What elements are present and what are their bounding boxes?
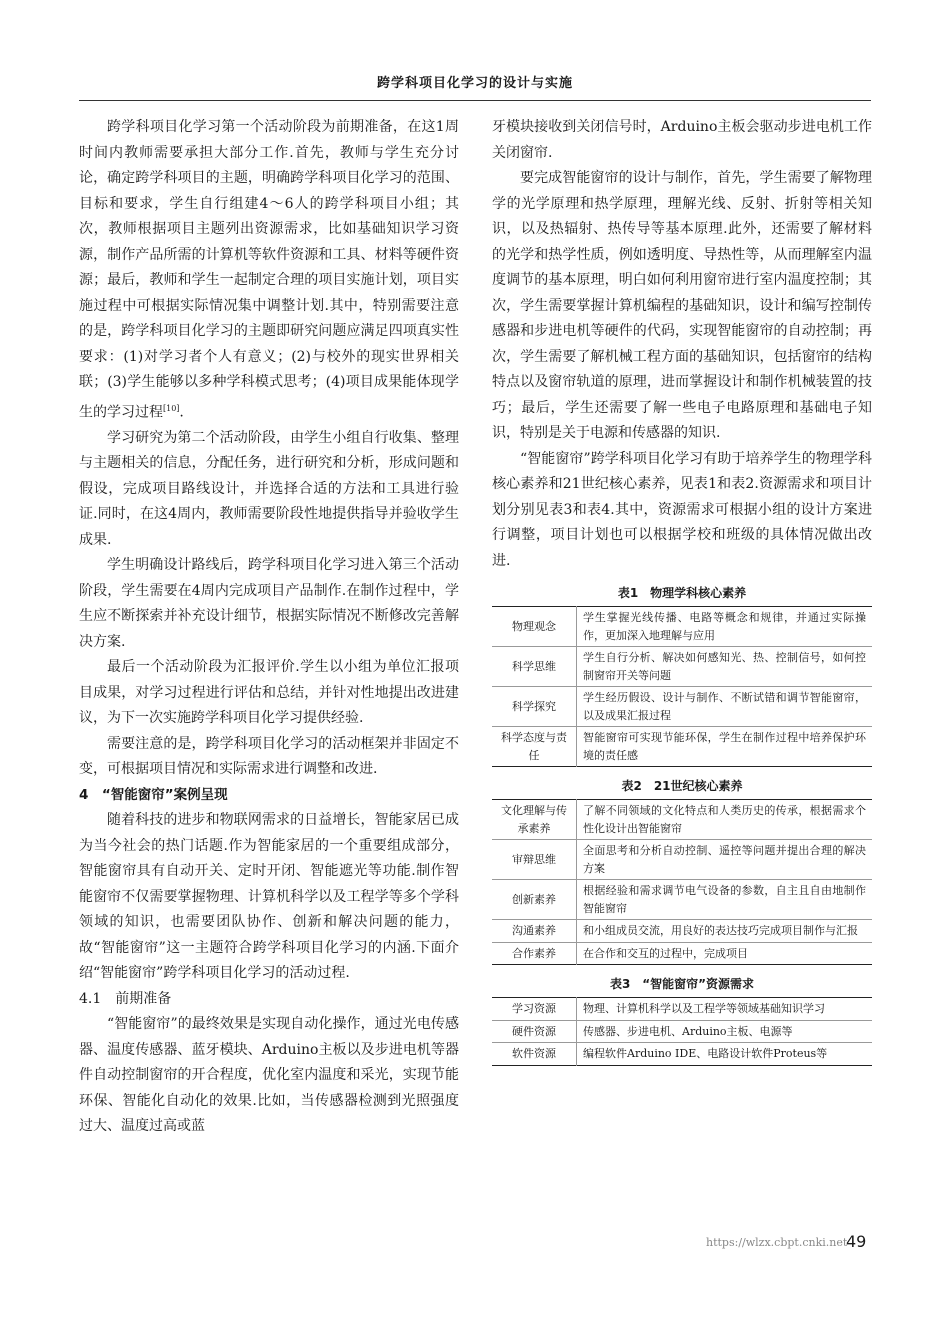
table-key: 硬件资源 (492, 1020, 577, 1043)
table-key: 合作素养 (492, 942, 577, 965)
paragraph: 牙模块接收到关闭信号时，Arduino主板会驱动步进电机工作关闭窗帘. (492, 119, 872, 161)
paragraph: 随着科技的进步和物联网需求的日益增长，智能家居已成为当今社会的热门话题.作为智能家居的一个重要组成部分，智能窗帘具有自动开关、定时开闭、智能遮光等功能.制作智能窗帘不仅需要掌握物理、计算机科学以及工程学等多个学科领域的知识，也需要团队协作、创新和解决问题的能力，故“智能窗帘”这一主题符合跨学科项目化学习的内涵.下面介绍“智能窗帘”跨学科项目化学习的活动过程. (79, 812, 459, 982)
table-row (492, 840, 872, 880)
footer-url[interactable]: https://wlzx.cbpt.cnki.net (706, 1236, 848, 1249)
paragraph: 学习研究为第二个活动阶段，由学生小组自行收集、整理与主题相关的信息，分配任务，进行研究和分析，形成问题和假设，完成项目路线设计，并选择合适的方法和工具进行验证.同时，在这4周内，教师需要阶段性地提供指导并验收学生成果. (79, 429, 459, 548)
table-row (492, 727, 872, 767)
paragraph: 需要注意的是，跨学科项目化学习的活动框架并非固定不变，可根据项目情况和实际需求进行调整和改进. (79, 735, 459, 778)
section-heading-4: 4 “智能窗帘”案例呈现 (79, 786, 228, 803)
table-value: 全面思考和分析自动控制、遥控等问题并提出合理的解决方案 (577, 840, 873, 880)
table-row (492, 1020, 872, 1043)
table-value: 编程软件Arduino IDE、电路设计软件Proteus等 (583, 1047, 828, 1060)
table-key: 学习资源 (492, 998, 577, 1021)
table-key: 审辩思维 (492, 840, 577, 880)
table-value: 学生自行分析、解决如何感知光、热、控制信号，如何控制窗帘开关等问题 (577, 647, 873, 687)
table-row (492, 800, 872, 840)
paragraph: 学生明确设计路线后，跨学科项目化学习进入第三个活动阶段，学生需要在4周内完成项目产品制作.在制作过程中，学生应不断探索并补充设计细节，根据实际情况不断修改完善解决方案. (79, 557, 459, 650)
paragraph: 跨学科项目化学习第一个活动阶段为前期准备，在这1周时间内教师需要承担大部分工作.首先，教师与学生充分讨论，确定跨学科项目的主题，明确跨学科项目化学习的范围、目标和要求，学生自行组建4～6人的跨学科项目小组；其次，教师根据项目主题列出资源需求，比如基础知识学习资源，制作产品所需的计算机等软件资源和工具、材料等硬件资源；最后，教师和学生一起制定合理的项目实施计划，项目实施过程中可根据实际情况集中调整计划.其中，特别需要注意的是，跨学科项目化学习的主题即研究问题应满足四项真实性要求：(1)对学习者个人有意义；(2)与校外的现实世界相关联；(3)学生能够以多种学科模式思考；(4)项目成果能体现学生的学习过程[10]. (79, 119, 459, 421)
table-key: 创新素养 (492, 880, 577, 920)
table-value: 物理、计算机科学以及工程学等领域基础知识学习 (577, 998, 873, 1021)
table-value: 了解不同领域的文化特点和人类历史的传承，根据需求个性化设计出智能窗帘 (577, 800, 873, 840)
table-row (492, 607, 872, 647)
table-row (492, 998, 872, 1021)
table-value: 智能窗帘可实现节能环保，学生在制作过程中培养保护环境的责任感 (583, 731, 866, 762)
table-row (492, 687, 872, 727)
table3 (492, 997, 872, 1066)
table-key: 物理观念 (492, 607, 577, 647)
table-key: 文化理解与传承素养 (492, 800, 577, 840)
running-header: 跨学科项目化学习的设计与实施 (376, 76, 573, 91)
table-key: 科学思维 (492, 647, 577, 687)
citation-ref[interactable]: [10] (163, 403, 180, 413)
table-value: 在合作和交互的过程中，完成项目 (583, 946, 748, 960)
table-key: 沟通素养 (492, 920, 577, 943)
table-key: 科学探究 (492, 687, 577, 727)
table-row (492, 1043, 872, 1066)
table-key: 科学态度与责任 (492, 727, 577, 767)
table-value: 传感器、步进电机、Arduino主板、电源等 (577, 1020, 873, 1043)
table-row (492, 920, 872, 943)
table1 (492, 606, 872, 767)
right-column (492, 115, 872, 1066)
table-value: 和小组成员交流，用良好的表达技巧完成项目制作与汇报 (577, 920, 873, 943)
table-row (492, 647, 872, 687)
paragraph: “智能窗帘”跨学科项目化学习有助于培养学生的物理学科核心素养和21世纪核心素养，见表1和表2.资源需求和项目计划分别见表3和表4.其中，资源需求可根据小组的设计方案进行调整，项目计划也可以根据学校和班级的具体情况做出改进. (492, 450, 872, 569)
paragraph: 最后一个活动阶段为汇报评价.学生以小组为单位汇报项目成果，对学习过程进行评估和总结，并针对性地提出改进建议，为下一次实施跨学科项目化学习提供经验. (79, 659, 459, 727)
header-rule (79, 100, 871, 101)
table-row (492, 880, 872, 920)
table-value: 根据经验和需求调节电气设备的参数，自主且自由地制作智能窗帘 (577, 880, 873, 920)
table1-caption: 表1 物理学科核心素养 (617, 586, 747, 600)
paragraph: “智能窗帘”的最终效果是实现自动化操作，通过光电传感器、温度传感器、蓝牙模块、Arduino主板以及步进电机等器件自动控制窗帘的开合程度，优化室内温度和采光，实现节能环保、智能化自动化的效果.比如，当传感器检测到光照强度过大、温度过高或蓝 (79, 1016, 459, 1135)
section-heading-4-1: 4.1 前期准备 (79, 990, 172, 1007)
table2-caption: 表2 21世纪核心素养 (621, 779, 743, 793)
page-number: 49 (846, 1232, 867, 1251)
table-key: 软件资源 (492, 1043, 577, 1066)
left-column (79, 115, 459, 1140)
table2 (492, 799, 872, 965)
table-row (492, 942, 872, 965)
table-value: 学生掌握光线传播、电路等概念和规律，并通过实际操作，更加深入地理解与应用 (577, 607, 873, 647)
table-value: 学生经历假设、设计与制作、不断试错和调节智能窗帘，以及成果汇报过程 (577, 687, 873, 727)
paragraph: 要完成智能窗帘的设计与制作，首先，学生需要了解物理学的光学原理和热学原理，理解光线、反射、折射等相关知识，以及热辐射、热传导等基本原理.此外，还需要了解材料的光学和热学性质，例如透明度、导热性等，从而理解室内温度调节的基本原理，明白如何利用窗帘进行室内温度控制；其次，学生需要掌握计算机编程的基础知识，设计和编写控制传感器和步进电机等硬件的代码，实现智能窗帘的自动控制；再次，学生需要了解机械工程方面的基础知识，包括窗帘的结构特点以及窗帘轨道的原理，进而掌握设计和制作机械装置的技巧；最后，学生还需要了解一些电子电路原理和基础电子知识，特别是关于电源和传感器的知识. (492, 170, 872, 441)
table3-caption: 表3 “智能窗帘”资源需求 (609, 977, 755, 991)
